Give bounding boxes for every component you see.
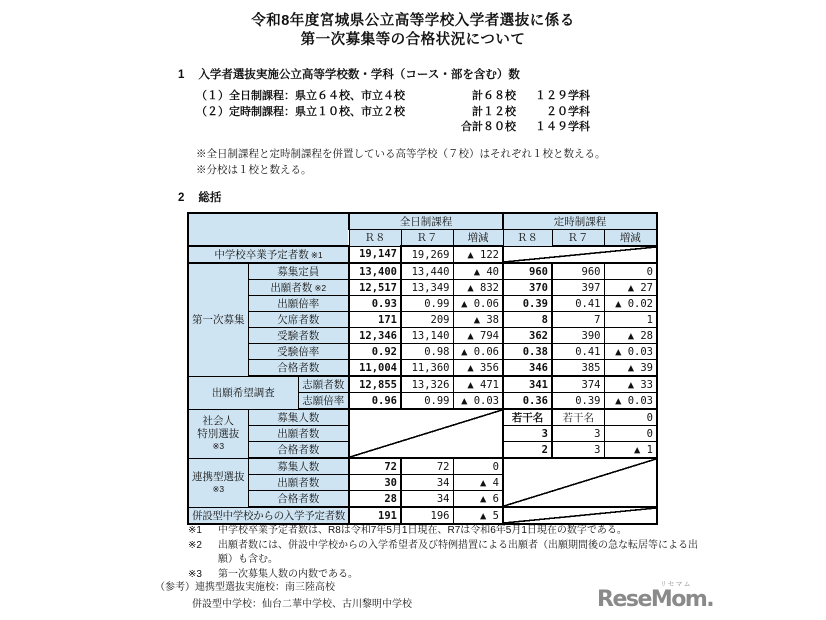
table-row [188, 458, 657, 475]
value-cell: 34 [401, 491, 453, 508]
graduates-note-ref: ※1 [310, 250, 323, 260]
value-cell: 12,855 [349, 376, 401, 393]
resemom-logo-text: ReseMom. [597, 587, 714, 612]
value-cell: 3 [552, 426, 604, 442]
value-cell: 72 [401, 458, 453, 475]
table-row [188, 312, 657, 328]
fulltime-total-departments: １２９学科 [535, 90, 590, 102]
value-cell: ▲ 6 [453, 491, 503, 508]
value-cell: 374 [552, 376, 604, 393]
value-cell: 0.39 [503, 296, 552, 312]
value-cell: 若干名 [503, 409, 552, 426]
grand-total-departments: １４９学科 [535, 121, 590, 134]
table-row [188, 376, 657, 393]
heisetsu-row [188, 507, 657, 524]
group-header-parttime: 定時制課程 [503, 213, 657, 230]
value-cell: 7 [552, 312, 604, 328]
value-cell: 0 [604, 426, 657, 442]
value-cell: ▲ 33 [604, 376, 657, 393]
footnotes [188, 524, 700, 582]
row-label-text: 出願者数 [270, 282, 313, 294]
value-cell: ▲ 356 [453, 360, 503, 377]
value-cell: ▲ 0.06 [453, 296, 503, 312]
parttime-count-label: （２）定時制課程：県立１０校、市立２校 [196, 105, 405, 118]
value-cell: ▲ 794 [453, 328, 503, 344]
value-cell: 19,269 [401, 246, 453, 263]
value-cell: 346 [503, 360, 552, 377]
col-header-diff-parttime: 増減 [604, 230, 657, 247]
value-cell: ▲ 0.03 [604, 344, 657, 360]
crossed-out-cell [503, 507, 657, 524]
value-cell: ▲ 5 [453, 507, 503, 524]
grand-total-schools: 合計８０校 [461, 121, 516, 134]
crossed-out-cell [503, 458, 657, 507]
table-row [188, 360, 657, 377]
value-cell: 191 [349, 507, 401, 524]
resemom-logo [597, 581, 714, 612]
value-cell: ▲ 27 [604, 280, 657, 296]
value-cell: 11,360 [401, 360, 453, 377]
value-cell: 72 [349, 458, 401, 475]
value-cell: 0.41 [552, 344, 604, 360]
value-cell: ▲ 40 [453, 263, 503, 280]
value-cell: ▲ 0.06 [453, 344, 503, 360]
value-cell: 2 [503, 442, 552, 459]
table-row [188, 328, 657, 344]
value-cell: 19,147 [349, 246, 401, 263]
reference-label: （参考） [155, 582, 195, 593]
reference-line1-text: 連携型選抜実施校：南三陸高校 [195, 582, 335, 593]
value-cell: 960 [503, 263, 552, 280]
row-label: 募集定員 [248, 263, 349, 280]
group-label-renkei-selection [188, 458, 248, 507]
value-cell: 8 [503, 312, 552, 328]
renkei-label-line1: 連携型選抜 [192, 470, 245, 483]
section2-heading-text: 総括 [198, 192, 222, 204]
crossed-out-cell [349, 409, 503, 458]
section1-heading [178, 66, 606, 82]
adult-label-line2: 特別選抜 [197, 428, 240, 440]
value-cell: ▲ 4 [453, 475, 503, 491]
corner-cell [188, 213, 349, 246]
footnote-2 [188, 539, 700, 568]
value-cell: 196 [401, 507, 453, 524]
note-ref: ※2 [314, 283, 327, 293]
col-header-r7-fulltime: Ｒ７ [401, 230, 453, 247]
value-cell: 13,326 [401, 376, 453, 393]
graduates-row [188, 246, 657, 263]
row-label: 出願者数 [248, 426, 349, 442]
row-label: 募集人数 [248, 409, 349, 426]
col-header-r8-parttime: Ｒ８ [503, 230, 552, 247]
value-cell: 397 [552, 280, 604, 296]
value-cell: 11,004 [349, 360, 401, 377]
section-school-counts [178, 66, 606, 178]
parttime-count-line [196, 105, 606, 121]
grand-total-spacer [196, 120, 438, 136]
value-cell: 0.93 [349, 296, 401, 312]
value-cell: 0.96 [349, 393, 401, 410]
fulltime-total-schools: 計６８校 [472, 90, 516, 102]
value-cell: 13,400 [349, 263, 401, 280]
crossed-out-cell [503, 246, 657, 263]
row-label: 受験者数 [248, 328, 349, 344]
row-label: 募集人数 [248, 458, 349, 475]
footnote-1-text: 中学校卒業予定者数は、R8は令和7年5月1日現在、R7は令和6年5月1日現在の数字である。 [218, 525, 627, 536]
row-label: 出願倍率 [248, 296, 349, 312]
page-title-line1: 令和8年度宮城県公立高等学校入学者選抜に係る [251, 13, 575, 29]
value-cell: 385 [552, 360, 604, 377]
value-cell: 0 [604, 409, 657, 426]
value-cell: 0.39 [552, 393, 604, 410]
value-cell: 0.36 [503, 393, 552, 410]
row-label-heisetsu: 併設型中学校からの入学予定者数 [188, 507, 349, 524]
reference-line2 [192, 596, 412, 613]
value-cell: ▲ 0.02 [604, 296, 657, 312]
parttime-total-departments: ２０学科 [546, 105, 590, 118]
section1-note-2: ※分校は１校と数える。 [196, 163, 312, 176]
col-header-r8-fulltime: Ｒ８ [349, 230, 401, 247]
value-cell: 0.92 [349, 344, 401, 360]
fulltime-count-label: （１）全日制課程：県立６４校、市立４校 [196, 90, 405, 102]
section1-notes [196, 146, 606, 178]
page-title [0, 12, 826, 50]
value-cell: ▲ 38 [453, 312, 503, 328]
value-cell: ▲ 832 [453, 280, 503, 296]
value-cell: 0.38 [503, 344, 552, 360]
value-cell: 390 [552, 328, 604, 344]
footnote-1-marker: ※1 [188, 525, 202, 536]
adult-label-line1: 社会人 [202, 415, 234, 427]
footnote-1 [188, 524, 700, 539]
value-cell: ▲ 39 [604, 360, 657, 377]
footnote-2-marker: ※2 [188, 539, 202, 551]
row-label: 出願者数 [248, 475, 349, 491]
summary-table [187, 212, 658, 525]
value-cell: 209 [401, 312, 453, 328]
value-cell: ▲ 0.03 [604, 393, 657, 410]
value-cell: 3 [552, 442, 604, 459]
value-cell: 960 [552, 263, 604, 280]
table-row [188, 296, 657, 312]
value-cell: 370 [503, 280, 552, 296]
fulltime-count-line [196, 89, 606, 105]
value-cell: 12,517 [349, 280, 401, 296]
row-label [248, 280, 349, 296]
adult-note-ref: ※3 [212, 441, 225, 451]
renkei-note-ref: ※3 [212, 483, 225, 494]
value-cell: 1 [604, 312, 657, 328]
value-cell: 28 [349, 491, 401, 508]
row-label: 合格者数 [248, 360, 349, 377]
reference-block [155, 579, 412, 613]
group-label-application-survey: 出願希望調査 [188, 376, 298, 409]
group-label-adult-special-selection [188, 409, 248, 458]
value-cell: 13,140 [401, 328, 453, 344]
value-cell: 12,346 [349, 328, 401, 344]
col-header-diff-fulltime: 増減 [453, 230, 503, 247]
table-row [188, 409, 657, 426]
section1-number: 1 [178, 69, 185, 81]
table-row [188, 344, 657, 360]
footnote-3-text: 第一次募集人数の内数である。 [218, 568, 358, 580]
group-header-fulltime: 全日制課程 [349, 213, 503, 230]
value-cell: ▲ 1 [604, 442, 657, 459]
section1-heading-text: 入学者選抜実施公立高等学校数・学科（コース・部を含む）数 [198, 69, 520, 81]
header-group-row [188, 213, 657, 230]
value-cell: 3 [503, 426, 552, 442]
value-cell: 0.99 [401, 393, 453, 410]
col-header-r7-parttime: Ｒ７ [552, 230, 604, 247]
value-cell: 13,349 [401, 280, 453, 296]
value-cell: ▲ 0.03 [453, 393, 503, 410]
row-label: 合格者数 [248, 491, 349, 508]
row-label-graduates [188, 246, 349, 263]
value-cell: 若干名 [552, 409, 604, 426]
value-cell: 0 [453, 458, 503, 475]
page-title-line2: 第一次募集等の合格状況について [300, 32, 526, 48]
row-label: 受験倍率 [248, 344, 349, 360]
value-cell: ▲ 471 [453, 376, 503, 393]
value-cell: 0 [604, 263, 657, 280]
value-cell: 13,440 [401, 263, 453, 280]
footnote-2-text: 出願者数には、併設中学校からの入学希望者及び特例措置による出願者（出願期間後の急な転居等による出願）も含む。 [218, 539, 698, 565]
row-label: 欠席者数 [248, 312, 349, 328]
value-cell: 0.41 [552, 296, 604, 312]
section1-note-1: ※全日制課程と定時制課程を併置している高等学校（７校）はそれぞれ１校と数える。 [196, 147, 606, 160]
value-cell: 341 [503, 376, 552, 393]
value-cell: 0.99 [401, 296, 453, 312]
value-cell: 362 [503, 328, 552, 344]
row-label: 合格者数 [248, 442, 349, 459]
footnote-3-marker: ※3 [188, 568, 202, 580]
value-cell: 171 [349, 312, 401, 328]
table-row [188, 263, 657, 280]
value-cell: 0.98 [401, 344, 453, 360]
group-label-first-recruitment: 第一次募集 [188, 263, 248, 376]
parttime-total-schools: 計１２校 [472, 105, 516, 118]
value-cell: ▲ 122 [453, 246, 503, 263]
value-cell: 30 [349, 475, 401, 491]
reference-line1 [155, 579, 412, 596]
resemom-logo-ruby: リセマム [660, 581, 692, 588]
section2-number: 2 [178, 192, 185, 204]
table-row [188, 280, 657, 296]
value-cell: ▲ 28 [604, 328, 657, 344]
graduates-label: 中学校卒業予定者数 [214, 249, 309, 261]
section2-heading [178, 189, 221, 205]
value-cell: 34 [401, 475, 453, 491]
row-label: 志願倍率 [298, 393, 349, 410]
grand-total-line [196, 120, 606, 136]
reference-line2-text: 併設型中学校：仙台二華中学校、古川黎明中学校 [192, 599, 412, 610]
row-label: 志願者数 [298, 376, 349, 393]
